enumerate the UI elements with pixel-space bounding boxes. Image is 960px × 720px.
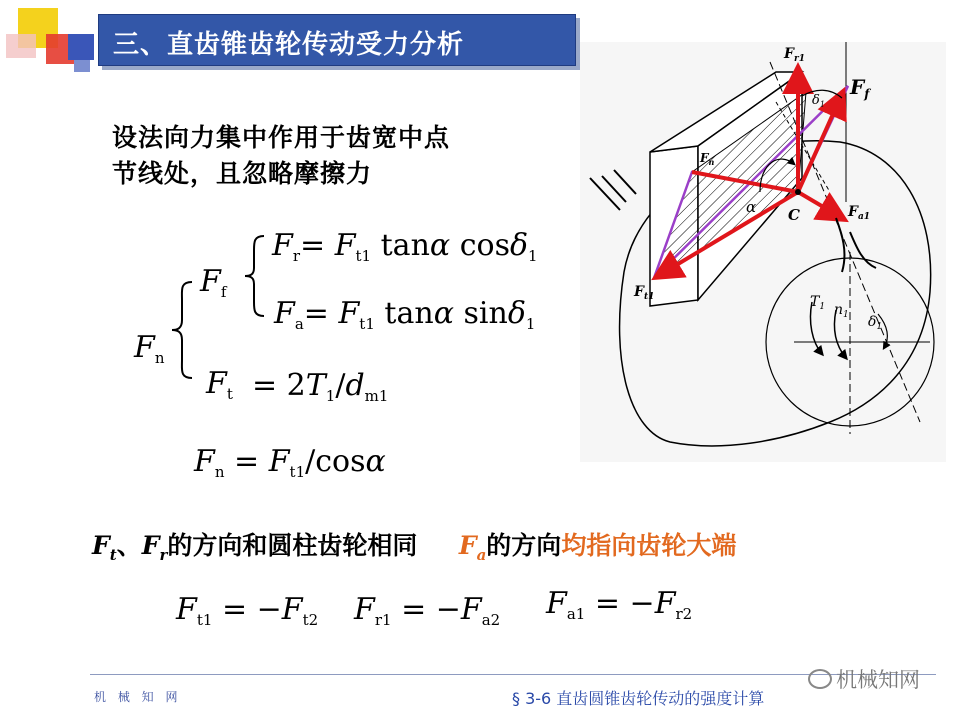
pitch-point-c bbox=[795, 189, 801, 195]
note-fr: $F_r$ bbox=[141, 531, 168, 564]
relation-fr: $F_{r1} = -F_{a2}$ bbox=[354, 592, 501, 629]
note-fa: $F_a$ bbox=[458, 531, 487, 564]
bevel-gear-force-diagram bbox=[580, 42, 946, 462]
note-text-points-to-large-end: 均指向齿轮大端 bbox=[561, 531, 737, 560]
brace-inner bbox=[242, 234, 268, 318]
formula-fr: $F_r= F_{t1}$ tanα cosδ$_1$ bbox=[272, 228, 538, 265]
intro-line-1: 设法向力集中作用于齿宽中点 bbox=[112, 123, 451, 152]
deco-square-blue-large bbox=[68, 34, 94, 60]
direction-note bbox=[92, 526, 736, 564]
title-bar bbox=[98, 14, 576, 66]
wechat-icon bbox=[808, 669, 832, 689]
label-ff: $F_f$ bbox=[850, 75, 870, 101]
note-separator: 、 bbox=[116, 531, 142, 560]
page-title: 三、直齿锥齿轮传动受力分析 bbox=[113, 30, 465, 60]
footer-section-title: § 3-6 直齿圆锥齿轮传动的强度计算 bbox=[512, 689, 765, 708]
formula-fn: $F_n = F_{t1}/\cos\alpha$ bbox=[194, 444, 386, 481]
watermark: 机械知网 bbox=[808, 664, 920, 694]
label-delta1-bottom: $\delta_1$ bbox=[868, 314, 883, 332]
label-c: C bbox=[788, 206, 800, 224]
label-n1: $n_1$ bbox=[834, 302, 849, 320]
label-t1: $T_1$ bbox=[810, 294, 826, 312]
footer-left-text: 机 械 知 网 bbox=[94, 690, 182, 704]
note-text-same-as-spur: 的方向和圆柱齿轮相同 bbox=[167, 531, 418, 560]
label-delta1-top: $\delta_1$ bbox=[812, 93, 825, 109]
label-ft1: $F_{t1}$ bbox=[634, 284, 655, 302]
relation-fa: $F_{a1} = -F_{r2}$ bbox=[546, 586, 693, 623]
label-fa1: $F_{a1}$ bbox=[848, 204, 871, 222]
symbol-fn: $F_n$ bbox=[134, 330, 165, 367]
label-fn: $F_n$ bbox=[700, 151, 715, 167]
note-text-direction: 的方向 bbox=[486, 531, 562, 560]
formula-ft: = $2T_1/d_{m1}$ bbox=[252, 368, 389, 405]
label-alpha: α bbox=[746, 198, 757, 216]
deco-square-blue-small bbox=[74, 60, 90, 72]
deco-square-pink bbox=[6, 34, 36, 58]
note-ft: $F_t$ bbox=[92, 531, 117, 564]
brace-outer bbox=[168, 280, 198, 380]
relation-ft: $F_{t1} = -F_{t2}$ bbox=[176, 592, 319, 629]
formula-fa: $F_a= F_{t1}$ tanα sinδ$_1$ bbox=[274, 296, 536, 333]
symbol-ff: $F_f$ bbox=[200, 264, 227, 301]
intro-line-2: 节线处，且忽略摩擦力 bbox=[112, 159, 373, 188]
symbol-ft: $F_t$ bbox=[206, 366, 233, 403]
label-fr1: $F_{r1}$ bbox=[784, 46, 805, 64]
